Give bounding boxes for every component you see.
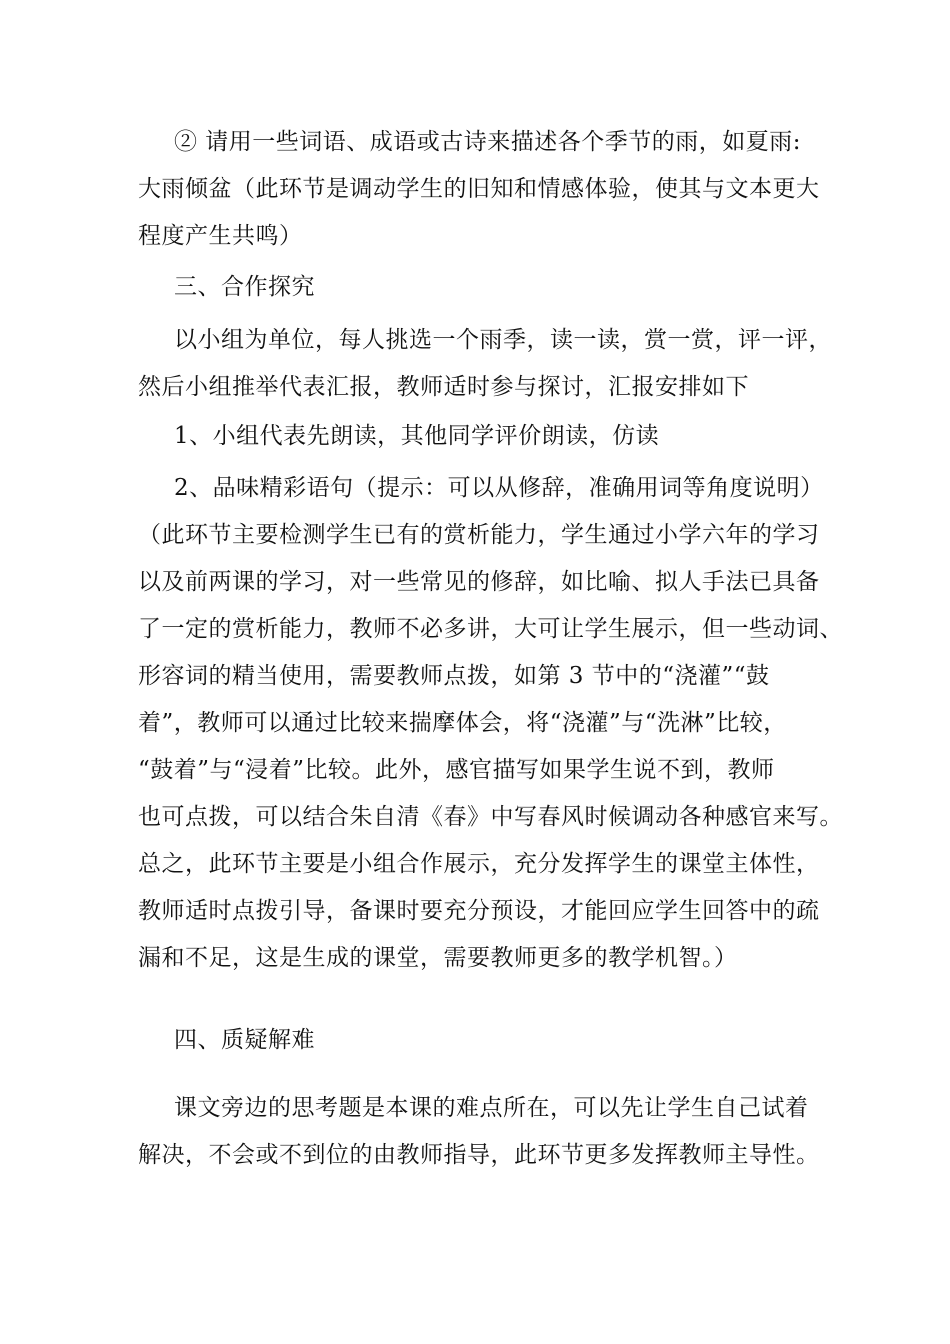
list-item-1 <box>138 413 838 460</box>
paragraph-group-work <box>138 317 838 411</box>
text-line: 了一定的赏析能力，教师不必多讲，大可让学生展示，但一些动词、 <box>138 616 843 642</box>
text-line: 大雨倾盆（此环节是调动学生的旧知和情感体验，使其与文本更大 <box>138 176 820 202</box>
text-line: （此环节主要检测学生已有的赏析能力，学生通过小学六年的学习 <box>138 522 820 548</box>
text-line: 漏和不足，这是生成的课堂，需要教师更多的教学机智。） <box>138 945 738 971</box>
list-item-2 <box>138 465 843 982</box>
text-line: 以小组为单位，每人挑选一个雨季，读一读，赏一赏，评一评， <box>174 327 832 353</box>
text-line: 1、小组代表先朗读，其他同学评价朗读，仿读 <box>174 423 660 449</box>
section-heading-3: 三、合作探究 <box>174 274 315 300</box>
text-line: 然后小组推举代表汇报，教师适时参与探讨，汇报安排如下 <box>138 374 749 400</box>
text-line: 形容词的精当使用，需要教师点拨，如第 3 节中的“浇灌”“鼓 <box>138 663 770 689</box>
section-heading-4: 四、质疑解难 <box>174 1027 315 1053</box>
text-line: 以及前两课的学习，对一些常见的修辞，如比喻、拟人手法已具备 <box>138 569 820 595</box>
text-line: 着”，教师可以通过比较来揣摩体会，将“浇灌”与“洗淋”比较， <box>138 710 787 736</box>
text-line: 教师适时点拨引导，备课时要充分预设，才能回应学生回答中的疏 <box>138 898 820 924</box>
text-line: 总之，此环节主要是小组合作展示，充分发挥学生的课堂主体性， <box>138 851 820 877</box>
text-line: 也可点拨，可以结合朱自清《春》中写春风时候调动各种感官来写。 <box>138 804 843 830</box>
text-line: 程度产生共鸣） <box>138 223 303 249</box>
text-line: 课文旁边的思考题是本课的难点所在，可以先让学生自己试着 <box>174 1095 809 1121</box>
paragraph-questions <box>138 1085 838 1179</box>
paragraph-rain-seasons <box>138 119 838 260</box>
text-line: 解决，不会或不到位的由教师指导，此环节更多发挥教师主导性。 <box>138 1142 820 1168</box>
text-line: “鼓着”与“浸着”比较。此外，感官描写如果学生说不到，教师 <box>138 757 775 783</box>
text-line: 2、品味精彩语句（提示：可以从修辞，准确用词等角度说明） <box>174 475 824 501</box>
text-line: ② 请用一些词语、成语或古诗来描述各个季节的雨，如夏雨: <box>174 129 802 155</box>
